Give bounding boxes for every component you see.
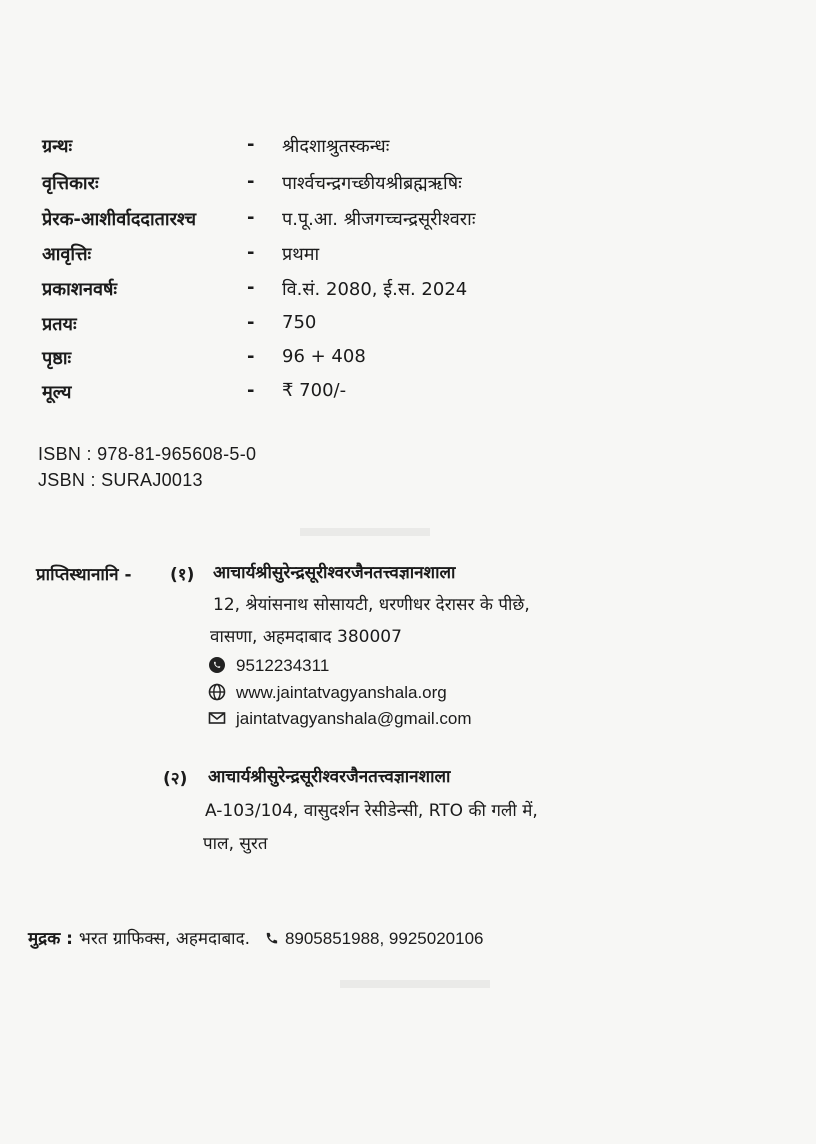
detail-dash: - <box>247 134 255 155</box>
detail-value: पार्श्वचन्द्रगच्छीयश्रीब्रह्मऋषिः <box>282 173 462 194</box>
envelope-icon <box>208 709 226 727</box>
email-link[interactable]: jaintatvagyanshala@gmail.com <box>236 709 472 728</box>
detail-value: श्रीदशाश्रुतस्कन्धः <box>282 136 390 157</box>
phone-number: 9512234311 <box>236 656 330 675</box>
address-number-2: (२) <box>163 769 188 789</box>
detail-row-mulya <box>0 380 816 412</box>
detail-dash: - <box>247 380 255 401</box>
detail-label: प्रकाशनवर्षः <box>42 279 118 300</box>
website-contact <box>208 683 447 703</box>
detail-label: प्रतयः <box>42 314 77 335</box>
detail-value: ₹ 700/- <box>282 380 347 401</box>
detail-row-aavrutti <box>0 242 816 274</box>
address-2-line2: पाल, सुरत <box>203 834 268 854</box>
phone-contact <box>208 656 329 676</box>
bleed-through-mark <box>300 528 430 536</box>
bleed-through-mark <box>340 980 490 988</box>
address-2-title: आचार्यश्रीसुरेन्द्रसूरीश्वरजैनतत्त्वज्ञानशाला <box>208 767 451 787</box>
detail-label: प्रेरक-आशीर्वाददातारश्च <box>42 209 197 230</box>
whatsapp-icon <box>208 656 226 674</box>
address-1-line2: वासणा, अहमदाबाद 380007 <box>210 627 402 647</box>
detail-row-prataya <box>0 312 816 344</box>
website-link[interactable]: www.jaintatvagyanshala.org <box>236 683 447 702</box>
detail-row-vruttikar <box>0 171 816 203</box>
address-1-line1: 12, श्रेयांसनाथ सोसायटी, धरणीधर देरासर के पीछे, <box>213 595 530 615</box>
detail-dash: - <box>247 207 255 228</box>
phone-icon <box>264 931 279 946</box>
availability-label: प्राप्तिस्थानानि - <box>36 565 132 585</box>
detail-dash: - <box>247 346 255 367</box>
address-2-line1: A-103/104, वासुदर्शन रेसीडेन्सी, RTO की गली में, <box>205 801 538 821</box>
detail-label: आवृत्तिः <box>42 244 92 265</box>
detail-row-granth <box>0 134 816 166</box>
detail-dash: - <box>247 242 255 263</box>
printer-phone-numbers: 8905851988, 9925020106 <box>284 929 484 948</box>
detail-value: प्रथमा <box>282 244 320 265</box>
detail-label: ग्रन्थः <box>42 136 73 157</box>
address-1-title: आचार्यश्रीसुरेन्द्रसूरीश्वरजैनतत्त्वज्ञानशाला <box>213 563 456 583</box>
detail-row-prakashan-varsh <box>0 277 816 309</box>
globe-icon <box>208 683 226 701</box>
printer-name: भरत ग्राफिक्स, अहमदाबाद. <box>78 929 251 949</box>
printer-label: मुद्रक : <box>28 929 73 949</box>
detail-value: 750 <box>282 312 317 333</box>
detail-value: वि.सं. 2080, ई.स. 2024 <box>282 279 468 300</box>
detail-row-prerak <box>0 207 816 239</box>
detail-dash: - <box>247 277 255 298</box>
detail-dash: - <box>247 171 255 192</box>
address-number-1: (१) <box>170 565 195 585</box>
isbn-number: ISBN : 978-81-965608-5-0 <box>38 444 257 464</box>
detail-value: प.पू.आ. श्रीजगच्चन्द्रसूरीश्वराः <box>282 209 476 230</box>
jsbn-number: JSBN : SURAJ0013 <box>38 470 203 490</box>
detail-label: पृष्ठाः <box>42 348 72 369</box>
detail-dash: - <box>247 312 255 333</box>
detail-value: 96 + 408 <box>282 346 366 367</box>
detail-row-pushtha <box>0 346 816 378</box>
printer-info <box>28 926 483 949</box>
email-contact <box>208 709 472 729</box>
detail-label: वृत्तिकारः <box>42 173 99 194</box>
detail-label: मूल्य <box>42 382 72 403</box>
